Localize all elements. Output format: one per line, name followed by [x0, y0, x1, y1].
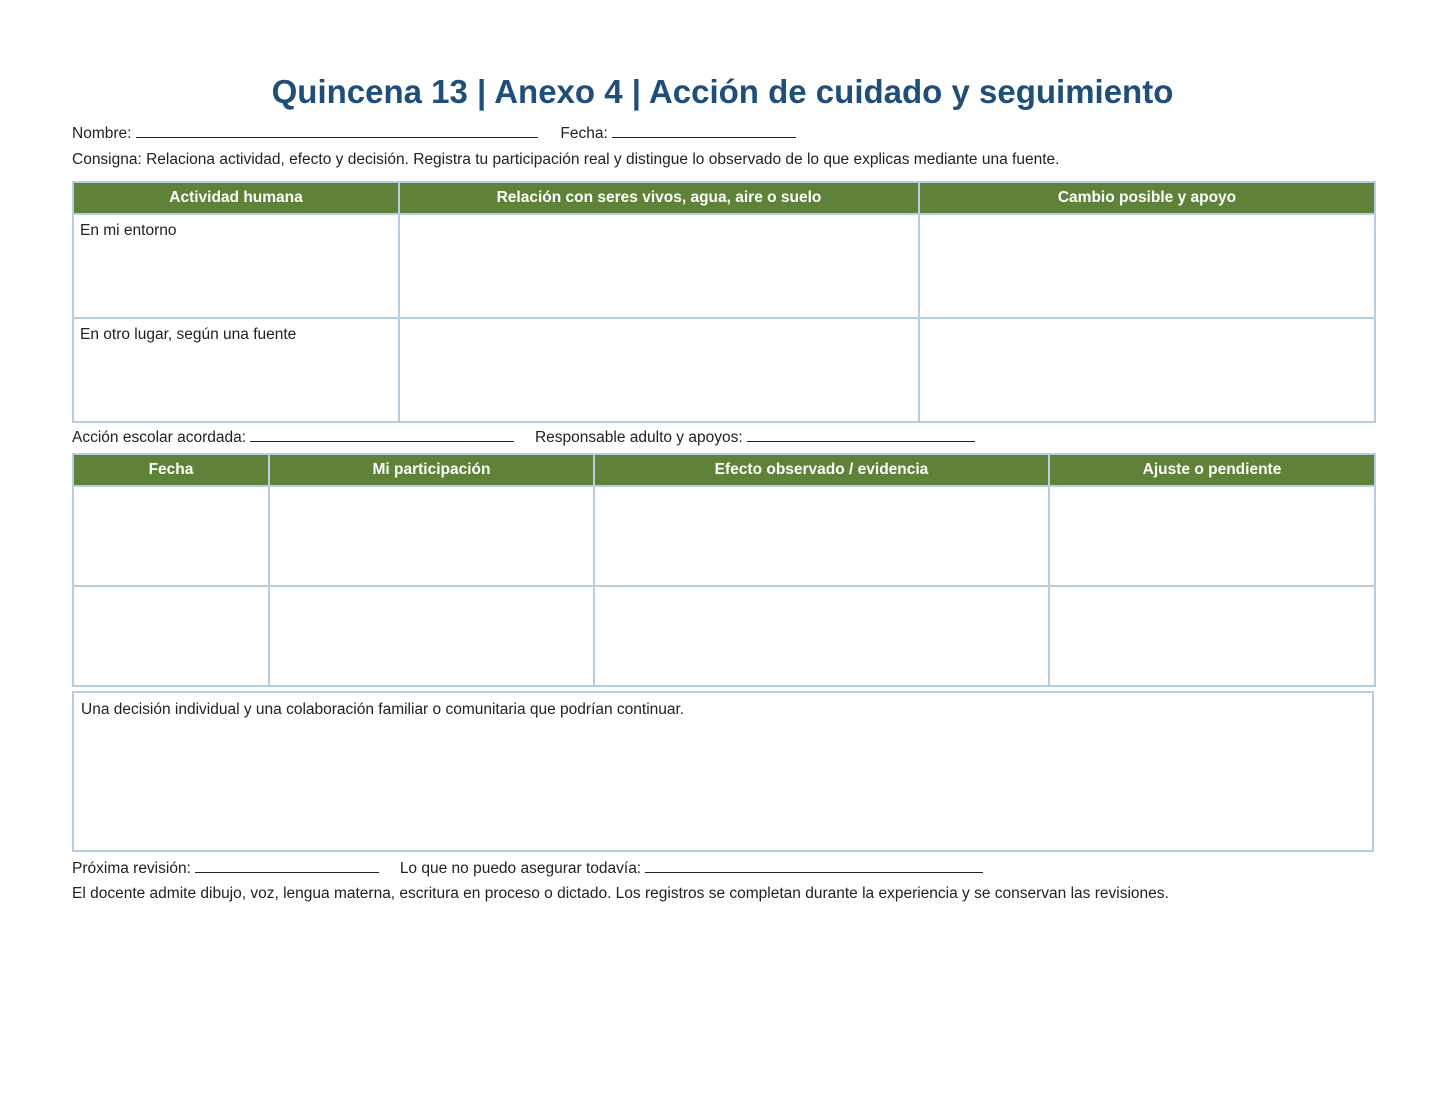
table-row [73, 214, 1375, 318]
date-blank[interactable] [612, 122, 796, 138]
header-change-support: Cambio posible y apoyo [919, 182, 1375, 214]
header-participation: Mi participación [269, 454, 594, 486]
header-relation: Relación con seres vivos, agua, aire o suelo [399, 182, 919, 214]
review-fields-row [72, 857, 983, 879]
table-row [73, 318, 1375, 422]
activity-table [72, 181, 1376, 423]
cell-relation-otro-lugar[interactable] [399, 318, 919, 422]
header-fields-row [72, 122, 796, 144]
cell-change-otro-lugar[interactable] [919, 318, 1375, 422]
cell-date[interactable] [73, 486, 269, 586]
cell-activity-otro-lugar[interactable]: En otro lugar, según una fuente [73, 318, 399, 422]
cell-adjustment[interactable] [1049, 486, 1375, 586]
name-blank[interactable] [136, 122, 538, 138]
header-human-activity: Actividad humana [73, 182, 399, 214]
cell-effect[interactable] [594, 586, 1049, 686]
cell-participation[interactable] [269, 486, 594, 586]
cell-adjustment[interactable] [1049, 586, 1375, 686]
header-adjustment: Ajuste o pendiente [1049, 454, 1375, 486]
activity-table-header [73, 182, 1375, 214]
date-label: Fecha: [560, 125, 608, 142]
name-label: Nombre: [72, 125, 132, 142]
table-row [73, 486, 1375, 586]
cell-date[interactable] [73, 586, 269, 686]
decision-prompt: Una decisión individual y una colaboración familiar o comunitaria que podrían continuar. [81, 701, 685, 718]
cell-activity-entorno[interactable]: En mi entorno [73, 214, 399, 318]
responsible-blank[interactable] [747, 426, 975, 442]
followup-table [72, 453, 1376, 687]
footer-note: El docente admite dibujo, voz, lengua materna, escritura en proceso o dictado. Los registros se completan durante la experiencia y se conservan las revisiones. [72, 885, 1169, 902]
header-effect: Efecto observado / evidencia [594, 454, 1049, 486]
next-review-blank[interactable] [195, 857, 379, 873]
next-review-label: Próxima revisión: [72, 860, 191, 877]
cell-change-entorno[interactable] [919, 214, 1375, 318]
header-date: Fecha [73, 454, 269, 486]
uncertain-label: Lo que no puedo asegurar todavía: [399, 860, 642, 877]
table-row [73, 586, 1375, 686]
cell-relation-entorno[interactable] [399, 214, 919, 318]
instruction-text: Consigna: Relaciona actividad, efecto y decisión. Registra tu participación real y distingue lo observado de lo que explicas mediante una fuente. [72, 151, 1060, 168]
action-blank[interactable] [250, 426, 514, 442]
decision-box[interactable] [72, 691, 1374, 852]
page-title: Quincena 13 | Anexo 4 | Acción de cuidado y seguimiento [271, 73, 1174, 110]
action-fields-row [72, 426, 975, 448]
cell-effect[interactable] [594, 486, 1049, 586]
action-label: Acción escolar acordada: [72, 429, 247, 446]
responsible-label: Responsable adulto y apoyos: [534, 429, 743, 446]
uncertain-blank[interactable] [645, 857, 983, 873]
followup-table-header [73, 454, 1375, 486]
cell-participation[interactable] [269, 586, 594, 686]
